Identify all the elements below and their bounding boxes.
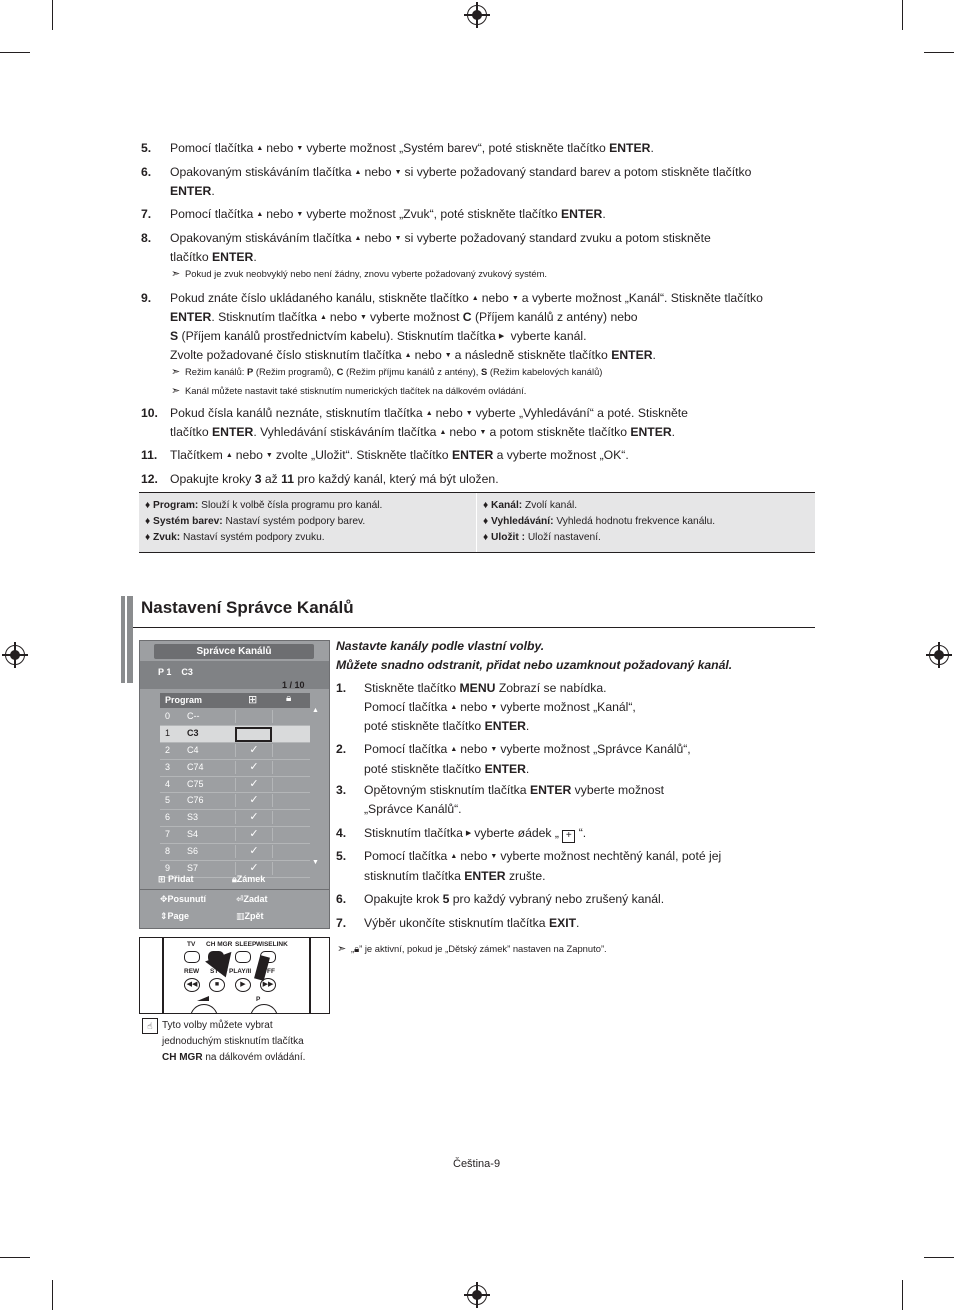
osd-move-legend: ✥Posunutí bbox=[160, 894, 207, 904]
note-sound: ➣ Pokud je zvuk neobvyklý nebo není žádny, znovu vyberte požadovaný zvukový systém. bbox=[171, 268, 548, 280]
stop-icon: ■ bbox=[209, 978, 225, 992]
info-box bbox=[139, 492, 815, 553]
lock-note: ➣ „🔒︎” je aktivní, pokud je „Dětský zámek” nastaven na Zapnuto”. bbox=[337, 943, 607, 955]
crop-mark bbox=[924, 1257, 954, 1258]
up-arrow-icon bbox=[436, 425, 449, 439]
lock-column-icon: 🔒︎ bbox=[286, 693, 292, 704]
remote-illustration: TV CH MGR SLEEP WISELINK REW STOP PLAY/II FF ◀◀ ■ ▶ ▶▶ P bbox=[139, 937, 330, 1014]
enter-icon: ⏎ bbox=[236, 894, 244, 904]
osd-page-indicator: 1 / 10 bbox=[282, 680, 305, 690]
osd-row[interactable]: 0 C-- bbox=[160, 709, 310, 726]
info-left: ♦ Program: Slouží k volbě čísla programu pro kanál. ♦ Systém barev: Nastaví systém podpory barev. ♦ Zvuk: Nastaví systém podpory zvuku. bbox=[145, 500, 383, 543]
check-icon: ✓ bbox=[235, 811, 273, 824]
crop-mark bbox=[924, 52, 954, 53]
osd-row[interactable]: 4 C75 ✓ bbox=[160, 777, 310, 794]
crop-mark bbox=[902, 0, 903, 30]
up-arrow-icon bbox=[352, 165, 365, 179]
note-arrow-icon: ➣ bbox=[337, 943, 347, 955]
scroll-up-icon[interactable]: ▲ bbox=[312, 707, 319, 714]
osd-row[interactable]: 7 S4 ✓ bbox=[160, 827, 310, 844]
osd-current-channel: P 1 C3 bbox=[158, 667, 193, 677]
page-number: Čeština-9 bbox=[453, 1158, 501, 1170]
check-icon: ✓ bbox=[235, 862, 273, 875]
down-arrow-icon bbox=[293, 141, 306, 155]
fast-forward-icon: ▶▶ bbox=[260, 978, 276, 992]
check-icon: ✓ bbox=[235, 794, 273, 807]
up-arrow-icon bbox=[317, 310, 330, 324]
osd-enter-legend: ⏎Zadat bbox=[236, 894, 268, 904]
intro-text: Nastavte kanály podle vlastní volby. Můžete snadno odstranit, přidat nebo uzamknout požadovaný kanál. bbox=[336, 639, 733, 672]
down-arrow-icon bbox=[293, 207, 306, 221]
play-pause-icon: ▶ bbox=[235, 978, 251, 992]
crop-mark bbox=[0, 52, 30, 53]
page-icon: ⇕ bbox=[160, 911, 168, 921]
lock-icon: 🔒︎ bbox=[354, 943, 360, 954]
up-arrow-icon bbox=[402, 348, 415, 362]
check-icon: ✓ bbox=[235, 761, 273, 774]
down-arrow-icon bbox=[263, 448, 276, 462]
crop-mark bbox=[0, 1257, 30, 1258]
osd-row[interactable]: 2 C4 ✓ bbox=[160, 743, 310, 760]
check-icon: ✓ bbox=[235, 778, 273, 791]
osd-add-legend: ⊞ Přidat bbox=[158, 874, 194, 884]
check-icon: ✓ bbox=[235, 744, 273, 757]
down-arrow-icon bbox=[392, 231, 405, 245]
note-arrow-icon: ➣ bbox=[171, 268, 181, 280]
down-arrow-icon bbox=[477, 425, 490, 439]
section-rule bbox=[133, 627, 815, 628]
rewind-icon: ◀◀ bbox=[184, 978, 200, 992]
down-arrow-icon bbox=[487, 700, 500, 714]
registration-mark-icon bbox=[467, 5, 487, 25]
note-arrow-icon: ➣ bbox=[171, 366, 181, 378]
osd-lock-legend: 🔒︎Zámek bbox=[232, 874, 266, 884]
registration-mark-icon bbox=[929, 645, 949, 665]
osd-row[interactable]: 8 S6 ✓ bbox=[160, 844, 310, 861]
up-arrow-icon bbox=[352, 231, 365, 245]
check-icon: ✓ bbox=[235, 828, 273, 841]
crop-mark bbox=[52, 1280, 53, 1310]
sleep-button bbox=[235, 951, 251, 963]
move-icon: ✥ bbox=[160, 894, 168, 904]
lock-icon: 🔒︎ bbox=[232, 874, 237, 884]
up-arrow-icon bbox=[223, 448, 236, 462]
osd-back-legend: ▥Zpět bbox=[236, 911, 264, 921]
step-number: 5. bbox=[141, 141, 152, 155]
registration-mark-icon bbox=[5, 645, 25, 665]
osd-page-legend: ⇕Page bbox=[160, 911, 190, 921]
crop-mark bbox=[902, 1280, 903, 1310]
up-arrow-icon bbox=[447, 700, 460, 714]
up-arrow-icon bbox=[447, 742, 460, 756]
crop-mark bbox=[52, 0, 53, 30]
right-arrow-icon bbox=[463, 826, 474, 840]
section-sidebar-bar bbox=[121, 596, 133, 683]
remote-hint-icon: ☝ bbox=[142, 1018, 158, 1034]
osd-row-selected[interactable]: 1 C3 bbox=[160, 726, 310, 743]
osd-row[interactable]: 6 S3 ✓ bbox=[160, 810, 310, 827]
down-arrow-icon bbox=[392, 165, 405, 179]
down-arrow-icon bbox=[357, 310, 370, 324]
osd-row[interactable]: 3 C74 ✓ bbox=[160, 760, 310, 777]
osd-channel-manager bbox=[139, 640, 330, 929]
note-arrow-icon: ➣ bbox=[171, 385, 181, 397]
add-column-icon: ⊞ bbox=[248, 694, 258, 706]
osd-row[interactable]: 9 S7 ✓ bbox=[160, 861, 310, 878]
down-arrow-icon bbox=[442, 348, 455, 362]
down-arrow-icon bbox=[487, 742, 500, 756]
info-right: ♦ Kanál: Zvolí kanál. ♦ Vyhledávání: Vyhledá hodnotu frekvence kanálu. ♦ Uložit : Uloží nastavení. bbox=[483, 500, 716, 543]
section-title: Nastavení Správce Kanálů bbox=[141, 598, 354, 617]
right-arrow-icon bbox=[496, 329, 507, 343]
up-arrow-icon bbox=[423, 406, 436, 420]
note-channel-mode: ➣ Režim kanálů: P (Režim programů), C (Režim příjmu kanálů z antény), S (Režim kabelových kanálů) bbox=[171, 366, 603, 378]
up-arrow-icon bbox=[447, 849, 460, 863]
add-icon: + bbox=[562, 830, 575, 843]
tv-button bbox=[184, 951, 200, 963]
up-arrow-icon bbox=[253, 141, 266, 155]
down-arrow-icon bbox=[463, 406, 476, 420]
add-icon: ⊞ bbox=[158, 874, 169, 884]
note-numeric-keys: ➣ Kanál můžete nastavit také stisknutím numerických tlačítek na dálkovém ovládání. bbox=[171, 385, 527, 397]
osd-title: Správce Kanálů bbox=[154, 644, 314, 659]
down-arrow-icon bbox=[509, 291, 522, 305]
up-arrow-icon bbox=[469, 291, 482, 305]
osd-table-header: Program ⊞ 🔒︎ bbox=[160, 693, 310, 708]
down-arrow-icon bbox=[487, 849, 500, 863]
registration-mark-icon bbox=[467, 1285, 487, 1305]
volume-icon bbox=[197, 996, 209, 1001]
osd-channel-list bbox=[160, 709, 310, 878]
scroll-down-icon[interactable]: ▼ bbox=[312, 859, 319, 866]
divider bbox=[476, 493, 477, 552]
check-icon: ✓ bbox=[235, 845, 273, 858]
osd-row[interactable]: 5 C76 ✓ bbox=[160, 793, 310, 810]
up-arrow-icon bbox=[253, 207, 266, 221]
remote-note: Tyto volby můžete vybrat jednoduchým stisknutím tlačítka CH MGR na dálkovém ovládání. bbox=[162, 1020, 306, 1063]
back-icon: ▥ bbox=[236, 911, 245, 921]
